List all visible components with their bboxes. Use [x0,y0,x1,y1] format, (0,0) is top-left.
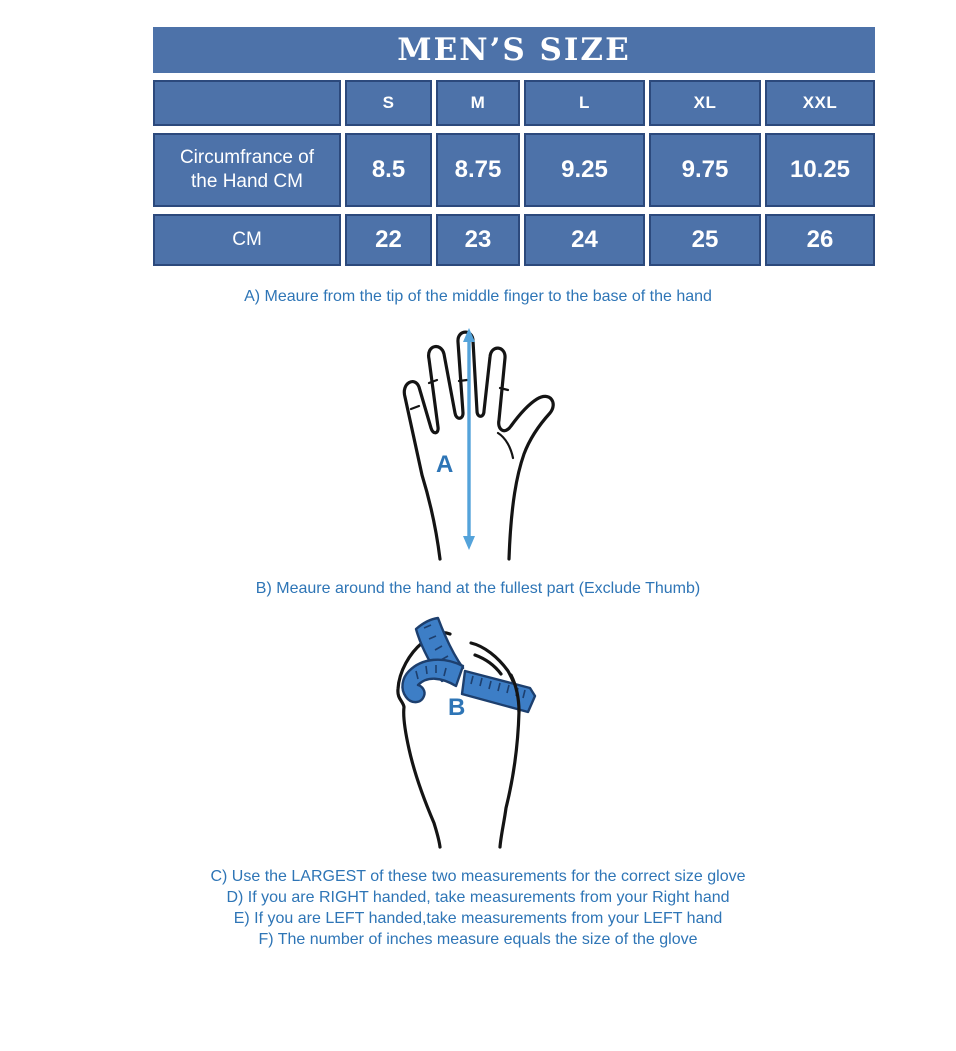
col-header-xxl: XXL [765,80,875,126]
size-guide-page [0,27,956,1051]
instruction-d: D) If you are RIGHT handed, take measurements from your Right hand [226,889,730,906]
cm-value-xl: 25 [649,214,761,266]
instruction-c: C) Use the LARGEST of these two measurements for the correct size glove [210,868,746,885]
col-header-l: L [524,80,645,126]
hand-outline [404,332,553,559]
col-header-xl: XL [649,80,761,126]
hand-diagram-label: A [436,451,454,478]
cm-value-s: 22 [345,214,432,266]
circumference-value-s: 8.5 [345,133,432,207]
hand-circumference-diagram [0,611,956,854]
fist-diagram-label: B [448,694,466,721]
circumference-value-xxl: 10.25 [765,133,875,207]
instruction-e: E) If you are LEFT handed,take measurements from your LEFT hand [233,910,723,927]
cm-value-xxl: 26 [765,214,875,266]
mens-size-table [153,27,875,266]
circumference-value-l: 9.25 [524,133,645,207]
circumference-value-m: 8.75 [436,133,520,207]
circumference-value-xl: 9.75 [649,133,761,207]
tape-measure-icon [402,618,535,712]
row-label-cm: CM [153,214,341,266]
row-label-circumference: Circumfrance of the Hand CM [153,133,341,207]
fist-illustration [378,611,578,849]
bottom-notes [0,866,956,950]
instruction-f: F) The number of inches measure equals the size of the glove [258,931,698,948]
instruction-a: A) Meaure from the tip of the middle finger to the base of the hand [244,288,712,305]
open-hand-illustration [378,319,578,561]
col-header-blank [153,80,341,126]
col-header-s: S [345,80,432,126]
col-header-m: M [436,80,520,126]
cm-value-l: 24 [524,214,645,266]
instruction-b: B) Meaure around the hand at the fullest part (Exclude Thumb) [255,580,701,597]
table-title: MEN’S SIZE [153,27,875,73]
cm-value-m: 23 [436,214,520,266]
hand-length-diagram [0,319,956,566]
